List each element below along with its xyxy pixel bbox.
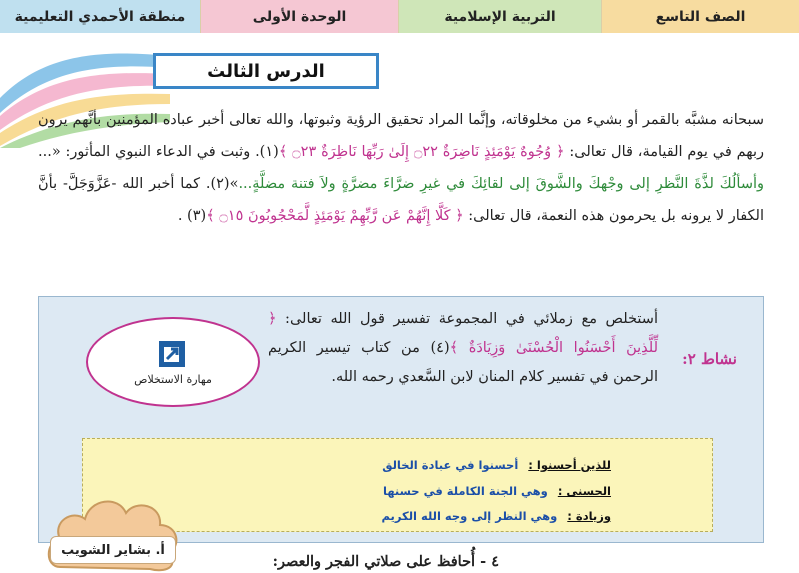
definition-row-2 <box>383 484 611 498</box>
definition-row-1 <box>382 458 611 472</box>
hadith-text: وأسألُكَ لذَّةَ النَّظرِ إلى وجْهكَ والشَّوقَ إلى لقائِكَ في غيرِ ضرَّاءَ مضرَّةٍ ولاَ فتنة مضلَّةٍ... <box>238 176 764 192</box>
header-region: منطقة الأحمدي التعليمية <box>0 0 200 33</box>
activity-text <box>268 305 658 392</box>
lesson-title: الدرس الثالث <box>153 53 379 89</box>
text-part-4: (٣) . <box>177 208 207 224</box>
teacher-name: أ. بشاير الشويب <box>50 536 176 564</box>
activity-text-2: (٤) من كتاب تيسير الكريم الرحمن في تفسير كلام المنان لابن السَّعدي رحمه الله. <box>268 340 658 385</box>
quran-verse-1: ﴿ وُجُوهٌ يَوْمَئِذٍ نَاضِرَةٌ ۝٢٢ إِلَىٰ رَبِّهَا نَاظِرَةٌ ۝٢٣ ﴾ <box>278 144 565 160</box>
activity-text-1: أستخلص مع زملائي في المجموعة تفسير قول الله تعالى: <box>276 311 658 327</box>
definition-term: الحسنى : <box>557 484 611 498</box>
definition-meaning: وهي النظر إلى وجه الله الكريم <box>381 509 558 523</box>
definition-term: وزيادة : <box>567 509 611 523</box>
header-grade: الصف التاسع <box>601 0 799 33</box>
header-unit: الوحدة الأولى <box>200 0 398 33</box>
lesson-text <box>38 104 764 232</box>
definition-meaning: وهي الجنة الكاملة في حسنها <box>383 484 548 498</box>
quran-verse-2: ﴿ كَلَّا إِنَّهُمْ عَن رَّبِّهِمْ يَوْمَئِذٍ لَّمَحْجُوبُونَ ۝١٥ ﴾ <box>206 208 464 224</box>
definition-term: للذين أحسنوا : <box>528 458 611 472</box>
activity-label: نشاط ٢: <box>682 350 737 368</box>
skill-label: مهارة الاستخلاص <box>134 372 212 386</box>
next-section-heading: ٤ - أُحافظ على صلاتي الفجر والعصر: <box>272 553 499 570</box>
skill-badge <box>86 317 260 407</box>
text-part-3: »(٢). كما أخبر الله -عَزَّوَجَلَّ- بأنَّ الكفار لا يرونه بل يحرمون هذه النعمة، قال تعالى: <box>38 176 764 224</box>
text-part-1: سبحانه مشبَّه بالقمر أو بشيء من مخلوقاته، وإنَّما المراد تحقيق الرؤية وثبوتها، والله تعالى أخبر عباده المؤمنين بأنَّهم يرون ربهم في يوم القيامة، قال تعالى: <box>38 112 764 160</box>
header-subject: التربية الإسلامية <box>398 0 601 33</box>
definition-row-3 <box>382 509 611 523</box>
activity-quran-verse: ﴿ لِّلَّذِينَ أَحْسَنُوا الْحُسْنَىٰ وَزِيَادَةٌ ﴾ <box>268 311 659 356</box>
definition-meaning: أحسنوا في عبادة الخالق <box>382 458 519 472</box>
text-part-2: (١). وثبت في الدعاء النبوي المأثور: «... <box>38 144 279 160</box>
header-bar <box>0 0 799 33</box>
extract-icon <box>155 339 191 369</box>
